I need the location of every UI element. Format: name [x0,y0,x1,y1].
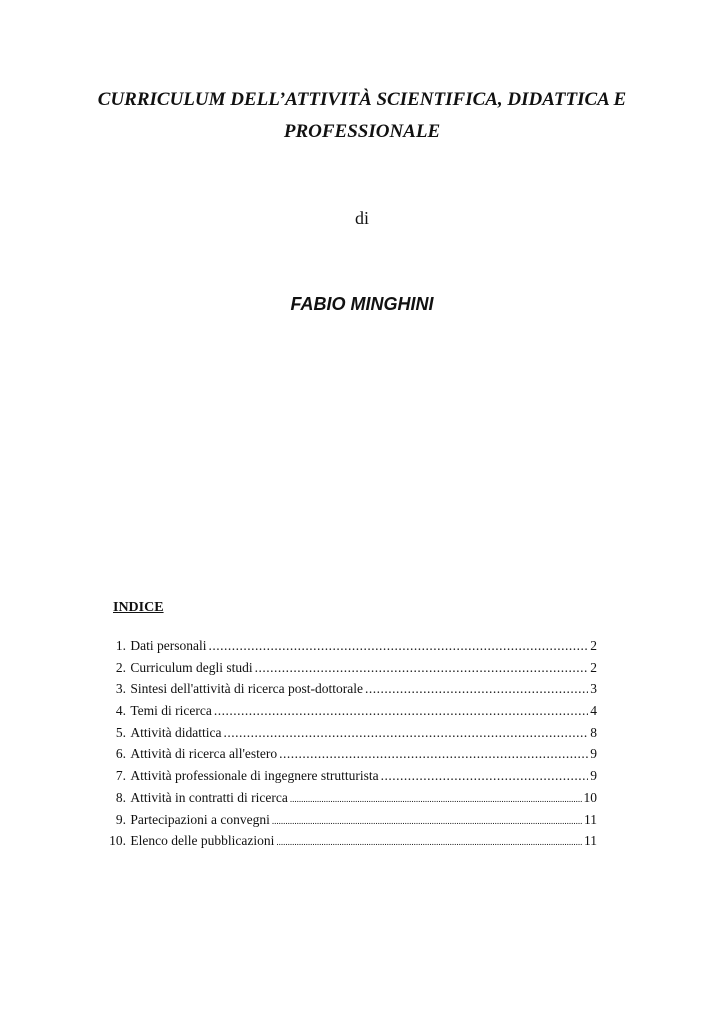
toc-entry-number: 3. [115,681,126,697]
toc-leader-dots [214,703,588,719]
toc-entry-label: Attività professionale di ingegnere strutturista [130,768,379,784]
toc-entry-page: 4 [590,703,597,719]
table-of-contents [100,638,597,855]
toc-entry[interactable] [100,681,597,703]
toc-entry-page: 11 [584,811,597,827]
author-name: FABIO MINGHINI [290,294,434,314]
toc-entry-label: Attività in contratti di ricerca [130,789,288,805]
toc-entry-number: 10. [109,833,126,849]
toc-leader-dots [365,681,588,697]
toc-entry-label: Sintesi dell'attività di ricerca post-dottorale [130,681,363,697]
toc-entry-number: 2. [115,659,126,675]
toc-entry[interactable] [100,638,597,660]
toc-entry[interactable] [100,703,597,725]
index-heading: INDICE [113,600,164,615]
toc-entry[interactable] [100,812,597,834]
toc-entry-page: 2 [590,659,597,675]
toc-leader-dots [381,768,589,784]
toc-leader-dots [279,746,588,762]
toc-leader-dots [223,725,588,741]
toc-entry-number: 4. [115,703,126,719]
toc-entry-page: 9 [590,768,597,784]
toc-entry-number: 7. [115,768,126,784]
toc-entry-label: Temi di ricerca [130,703,212,719]
toc-entry-page: 3 [590,681,597,697]
toc-entry[interactable] [100,725,597,747]
toc-entry-label: Dati personali [130,638,207,653]
title-line-1: CURRICULUM DELL’ATTIVITÀ SCIENTIFICA, DIDATTICA E [97,89,627,110]
toc-leader-dots [272,816,582,826]
toc-entry-label: Attività di ricerca all'estero [130,746,278,762]
toc-entry-label: Elenco delle pubblicazioni [130,833,275,849]
toc-entry-number: 6. [115,746,126,762]
toc-entry[interactable] [100,790,597,812]
toc-entry[interactable] [100,833,597,855]
toc-entry-page: 2 [590,638,597,653]
toc-leader-dots [290,794,582,804]
toc-leader-dots [255,660,589,676]
toc-entry-number: 8. [115,789,126,805]
by-label: di [354,208,369,228]
toc-entry-label: Attività didattica [130,724,222,740]
document-title [0,84,724,148]
toc-entry-label: Partecipazioni a convegni [130,811,270,827]
toc-leader-dots [276,837,582,847]
title-line-2: PROFESSIONALE [283,121,441,142]
toc-entry-page: 8 [590,724,597,740]
toc-entry[interactable] [100,660,597,682]
toc-entry-page: 10 [583,789,597,805]
toc-leader-dots [208,638,588,654]
toc-entry-number: 5. [115,724,126,740]
toc-entry-page: 9 [590,746,597,762]
toc-entry-page: 11 [584,833,597,849]
toc-entry-number: 9. [115,811,126,827]
toc-entry-number: 1. [115,638,126,653]
toc-entry[interactable] [100,768,597,790]
toc-entry-label: Curriculum degli studi [130,659,253,675]
toc-entry[interactable] [100,746,597,768]
